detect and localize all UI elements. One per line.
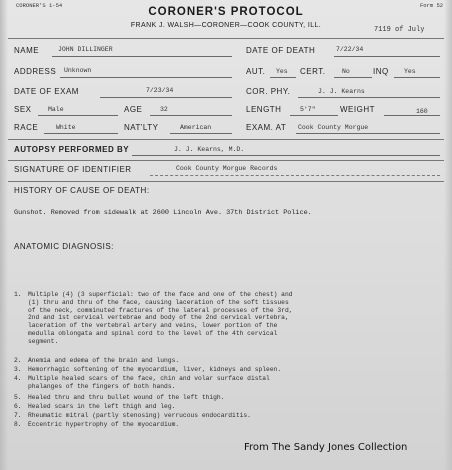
- item-line: Healed scars in the left thigh and leg.: [28, 403, 176, 410]
- name-line: [52, 56, 232, 57]
- autopsy-value: J. J. Kearns, M.D.: [174, 146, 245, 153]
- section-rule-3: [8, 181, 444, 182]
- inq-label: INQ: [373, 67, 389, 76]
- signature-value: Cook County Morgue Records: [176, 165, 278, 172]
- date-of-exam-label: DATE OF EXAM: [14, 87, 79, 96]
- exam-at-line: [296, 133, 440, 134]
- sex-label: SEX: [14, 105, 32, 114]
- item-number: 8.: [14, 421, 22, 428]
- exam-at-value: Cook County Morgue: [298, 124, 369, 131]
- autopsy-label: AUTOPSY PERFORMED BY: [14, 145, 130, 154]
- diagnosis-item-1: [14, 291, 439, 346]
- address-value: Unknown: [64, 67, 92, 74]
- length-value: 5'7": [300, 106, 316, 113]
- item-line: Multiple healed scars of the face, chin and volar surface distal: [28, 375, 270, 382]
- date-of-death-label: DATE OF DEATH: [246, 46, 316, 55]
- weight-line: [384, 115, 440, 116]
- item-line: laceration of the vertebral artery and veins, lower portion of the: [28, 322, 278, 330]
- aut-value: Yes: [276, 68, 288, 75]
- diagnosis-heading: ANATOMIC DIAGNOSIS:: [14, 242, 114, 251]
- name-value: JOHN DILLINGER: [58, 46, 113, 53]
- signature-label: SIGNATURE OF IDENTIFIER: [14, 165, 132, 174]
- coroner-subtitle: FRANK J. WALSH—CORONER—COOK COUNTY, ILL.: [130, 22, 322, 29]
- case-number: 7119 of July: [374, 26, 425, 34]
- natlty-line: [170, 133, 232, 134]
- length-line: [290, 115, 338, 116]
- date-of-exam-line: [100, 97, 232, 98]
- item-line: of the neck, comminuted fractures of the lateral processes of the 3rd,: [28, 306, 293, 314]
- item-number: 6.: [14, 403, 22, 410]
- autopsy-line: [132, 155, 440, 156]
- sex-line: [38, 115, 118, 116]
- item-number: 2.: [14, 357, 22, 364]
- weight-value: 160: [416, 108, 428, 115]
- diagnosis-item-7: [14, 412, 439, 420]
- section-rule-1: [8, 139, 444, 140]
- section-rule-2: [8, 160, 444, 161]
- item-line: segment.: [28, 337, 59, 345]
- diagnosis-item-5: [14, 394, 439, 402]
- item-line: Anemia and edema of the brain and lungs.: [28, 357, 180, 364]
- length-label: LENGTH: [246, 105, 282, 114]
- inq-line: [394, 77, 440, 78]
- item-number: 4.: [14, 375, 22, 382]
- history-heading: HISTORY OF CAUSE OF DEATH:: [14, 186, 150, 195]
- item-line: phalanges of the fingers of both hands.: [28, 382, 176, 390]
- item-number: 7.: [14, 412, 22, 419]
- page-shadow-left: [0, 0, 8, 470]
- race-value: White: [56, 124, 76, 131]
- history-text: Gunshot. Removed from sidewalk at 2600 Lincoln Ave. 37th District Police.: [14, 209, 312, 217]
- item-line: (1) thru and thru of the face, causing laceration of the soft tissues: [28, 298, 289, 306]
- cert-line: [334, 77, 372, 78]
- cor-phy-label: COR. PHY.: [246, 87, 291, 96]
- date-of-death-line: [334, 56, 440, 57]
- sex-value: Male: [48, 106, 64, 113]
- diagnosis-item-8: [14, 421, 439, 429]
- diagnosis-item-2: [14, 357, 439, 365]
- form-code-left: CORONER'S 1-54: [16, 2, 63, 9]
- signature-line: [150, 175, 440, 176]
- item-line: 2nd and 1st cervical vertebrae and body of the 2nd cervical vertebra,: [28, 314, 289, 322]
- age-line: [150, 115, 232, 116]
- item-number: 1.: [14, 291, 22, 298]
- race-label: RACE: [14, 123, 39, 132]
- age-label: AGE: [124, 105, 143, 114]
- document-title: CORONER'S PROTOCOL: [148, 6, 304, 18]
- cert-label: CERT.: [300, 67, 326, 76]
- date-of-exam-value: 7/23/34: [146, 87, 174, 94]
- weight-label: WEIGHT: [340, 105, 375, 114]
- inq-value: Yes: [404, 68, 416, 75]
- form-number: Form 52: [420, 2, 444, 9]
- item-line: Rheumatic mitral (partly stenosing) verrucous endocarditis.: [28, 412, 251, 419]
- item-line: Healed thru and thru bullet wound of the left thigh.: [28, 394, 225, 401]
- item-number: 3.: [14, 366, 22, 373]
- item-line: Hemorrhagic softening of the myocardium, liver, kidneys and spleen.: [28, 366, 282, 373]
- date-of-death-value: 7/22/34: [336, 46, 364, 53]
- natlty-value: American: [180, 124, 212, 131]
- collection-credit: From The Sandy Jones Collection: [244, 442, 408, 453]
- cert-value: No: [342, 68, 350, 75]
- address-line: [60, 77, 232, 78]
- page-shadow-right: [444, 0, 452, 470]
- item-number: 5.: [14, 394, 22, 401]
- aut-line: [270, 77, 296, 78]
- item-line: Multiple (4) (3 superficial: two of the face and one of the chest) and: [28, 291, 293, 298]
- age-value: 32: [160, 106, 168, 113]
- diagnosis-item-4: [14, 375, 439, 391]
- header-rule: [8, 38, 444, 39]
- name-label: NAME: [14, 46, 40, 55]
- cor-phy-line: [298, 97, 440, 98]
- address-label: ADDRESS: [14, 67, 57, 76]
- exam-at-label: EXAM. AT: [246, 123, 287, 132]
- item-line: Eccentric hypertrophy of the myocardium.: [28, 421, 180, 428]
- natlty-label: NAT'LTY: [124, 123, 159, 132]
- diagnosis-item-3: [14, 366, 439, 374]
- item-line: medulla oblongata and spinal cord to the level of the 4th cervical: [28, 329, 278, 337]
- cor-phy-value: J. J. Kearns: [318, 88, 365, 95]
- aut-label: AUT.: [246, 67, 266, 76]
- race-line: [44, 133, 118, 134]
- diagnosis-item-6: [14, 403, 439, 411]
